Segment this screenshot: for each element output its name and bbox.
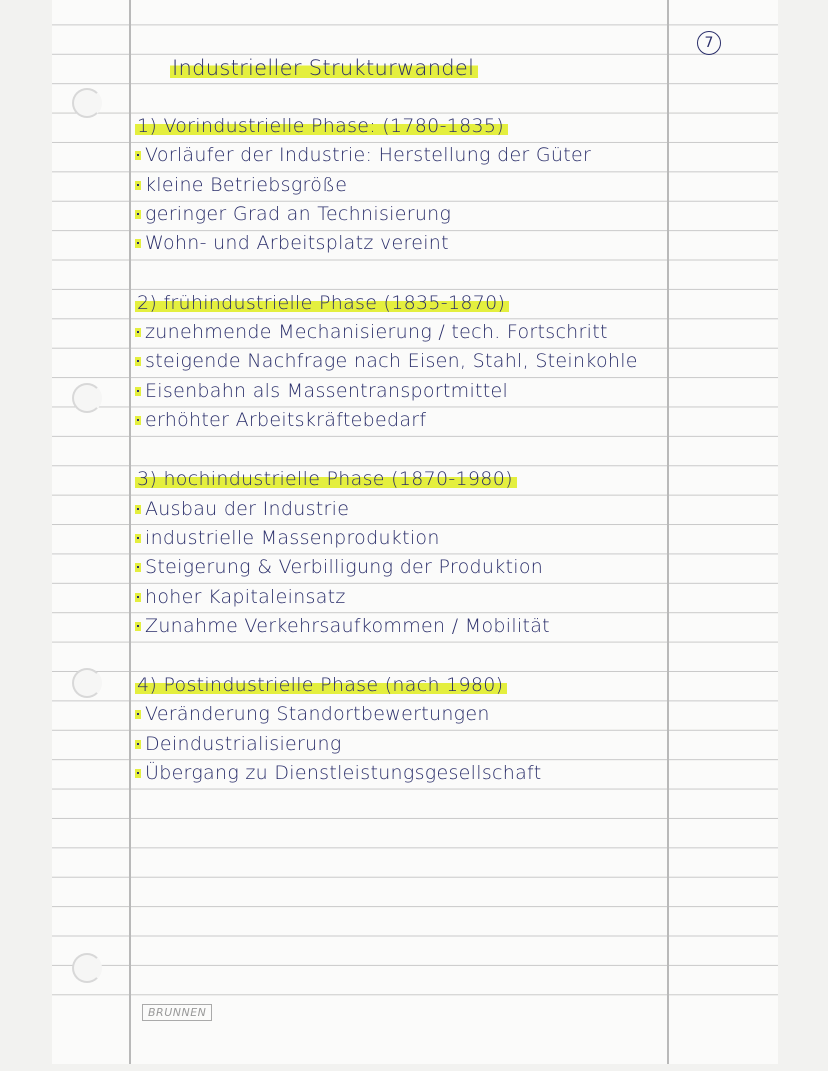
list-item bbox=[135, 144, 591, 166]
list-item bbox=[135, 615, 550, 637]
punch-hole bbox=[72, 88, 102, 118]
list-item bbox=[135, 733, 342, 755]
list-item bbox=[135, 350, 638, 372]
item-text: Wohn- und Arbeitsplatz vereint bbox=[145, 232, 449, 254]
section-heading bbox=[135, 292, 509, 314]
item-text: Deindustrialisierung bbox=[145, 733, 342, 755]
list-item bbox=[135, 527, 440, 549]
section-heading bbox=[135, 468, 517, 490]
item-text: Veränderung Standortbewertungen bbox=[145, 703, 490, 725]
bullet-icon bbox=[135, 769, 141, 778]
bullet-icon bbox=[135, 505, 141, 514]
bullet-icon bbox=[135, 181, 141, 190]
brand-logo: BRUNNEN bbox=[142, 1004, 212, 1021]
item-text: industrielle Massenproduktion bbox=[145, 527, 440, 549]
list-item bbox=[135, 556, 543, 578]
item-text: geringer Grad an Technisierung bbox=[145, 203, 452, 225]
list-item bbox=[135, 232, 449, 254]
item-text: hoher Kapitaleinsatz bbox=[145, 586, 346, 608]
punch-hole bbox=[72, 668, 102, 698]
item-text: steigende Nachfrage nach Eisen, Stahl, Steinkohle bbox=[145, 350, 638, 372]
heading-text: 4) Postindustrielle Phase (nach 1980) bbox=[135, 674, 507, 696]
bullet-icon bbox=[135, 357, 141, 366]
punch-hole bbox=[72, 383, 102, 413]
heading-text: 3) hochindustrielle Phase (1870-1980) bbox=[135, 468, 517, 490]
bullet-icon bbox=[135, 563, 141, 572]
right-margin-line bbox=[667, 0, 669, 1064]
item-text: Steigerung & Verbilligung der Produktion bbox=[145, 556, 544, 578]
heading-text: 1) Vorindustrielle Phase: (1780-1835) bbox=[135, 115, 508, 137]
list-item bbox=[135, 174, 347, 196]
bullet-icon bbox=[135, 593, 141, 602]
bullet-icon bbox=[135, 740, 141, 749]
bullet-icon bbox=[135, 416, 141, 425]
list-item bbox=[135, 203, 451, 225]
item-text: Vorläufer der Industrie: Herstellung der Güter bbox=[145, 144, 592, 166]
bullet-icon bbox=[135, 387, 141, 396]
punch-hole bbox=[72, 953, 102, 983]
item-text: zunehmende Mechanisierung / tech. Fortschritt bbox=[145, 321, 608, 343]
list-item bbox=[135, 321, 608, 343]
list-item bbox=[135, 703, 490, 725]
left-margin-line bbox=[129, 0, 131, 1064]
bullet-icon bbox=[135, 210, 141, 219]
bullet-icon bbox=[135, 534, 141, 543]
item-text: Eisenbahn als Massentransportmittel bbox=[145, 380, 509, 402]
list-item bbox=[135, 409, 426, 431]
bullet-icon bbox=[135, 239, 141, 248]
list-item bbox=[135, 586, 346, 608]
list-item bbox=[135, 498, 349, 520]
bullet-icon bbox=[135, 328, 141, 337]
bullet-icon bbox=[135, 622, 141, 631]
title-text: Industrieller Strukturwandel bbox=[170, 56, 478, 80]
bullet-icon bbox=[135, 710, 141, 719]
item-text: erhöhter Arbeitskräftebedarf bbox=[145, 409, 427, 431]
list-item bbox=[135, 380, 508, 402]
page-title bbox=[170, 56, 478, 80]
heading-text: 2) frühindustrielle Phase (1835-1870) bbox=[135, 292, 509, 314]
section-heading bbox=[135, 674, 507, 696]
page-number: 7 bbox=[697, 31, 721, 55]
item-text: Übergang zu Dienstleistungsgesellschaft bbox=[145, 762, 542, 784]
item-text: Zunahme Verkehrsaufkommen / Mobilität bbox=[145, 615, 550, 637]
list-item bbox=[135, 762, 541, 784]
bullet-icon bbox=[135, 151, 141, 160]
section-heading bbox=[135, 115, 508, 137]
item-text: Ausbau der Industrie bbox=[145, 498, 350, 520]
item-text: kleine Betriebsgröße bbox=[145, 174, 348, 196]
